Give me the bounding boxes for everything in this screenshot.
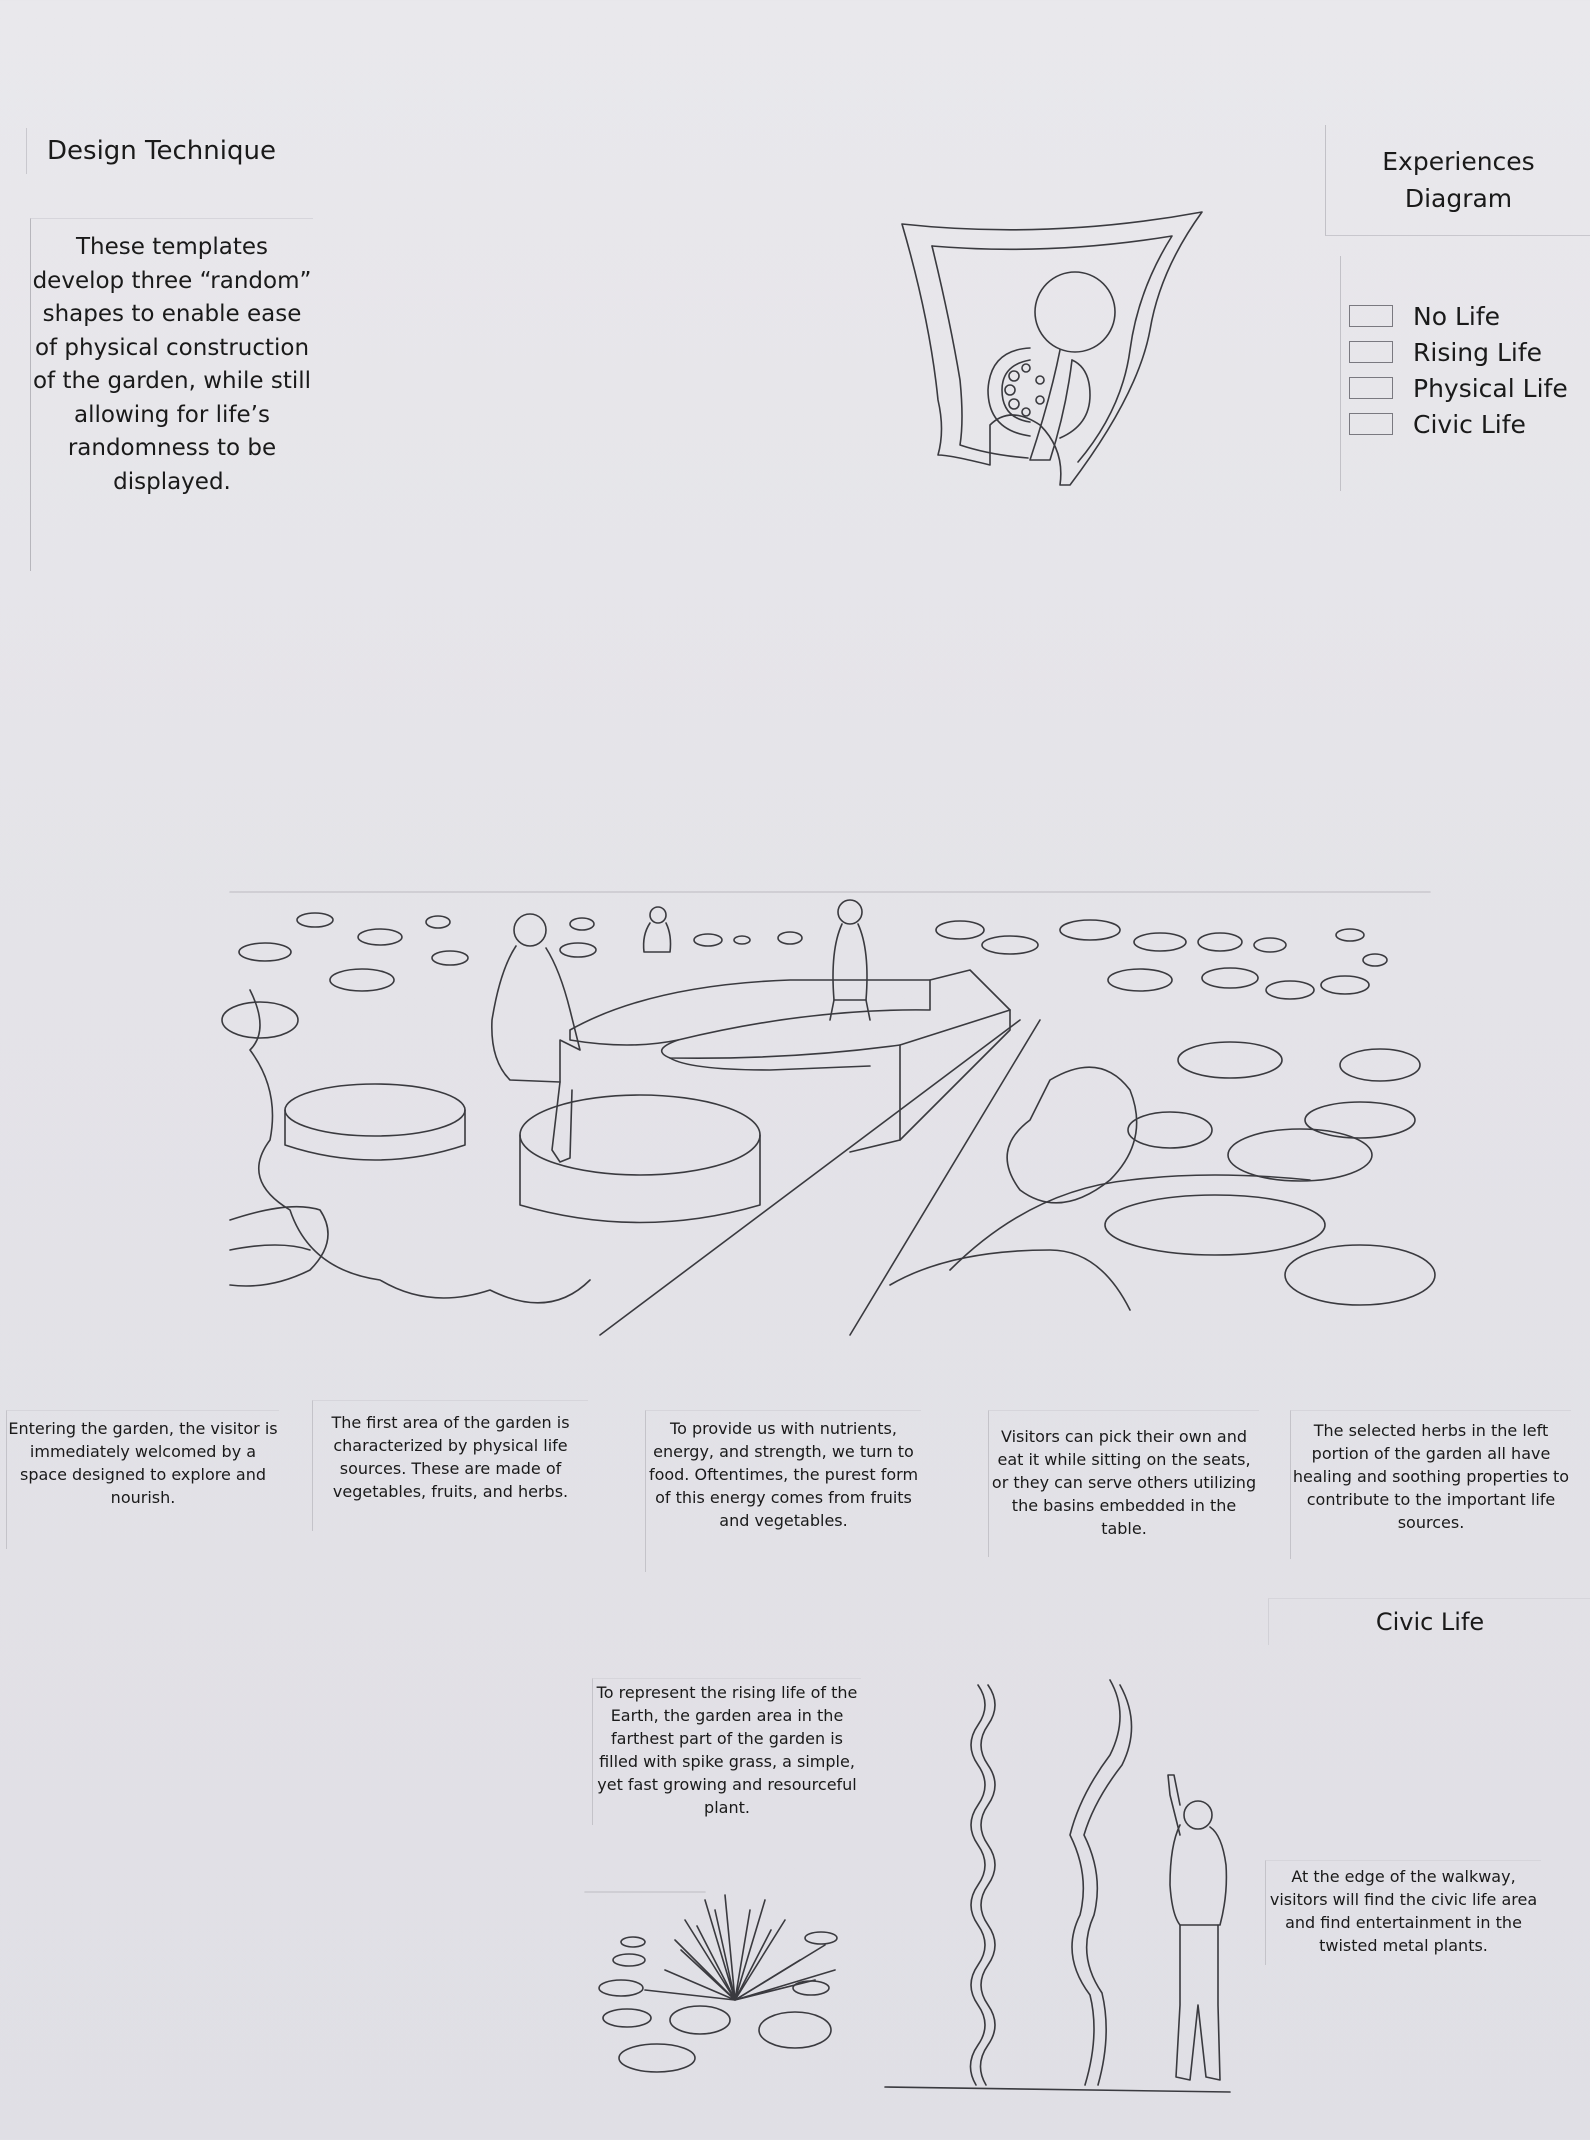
- legend-label: Rising Life: [1413, 337, 1543, 367]
- caption-herbs: [1290, 1410, 1571, 1559]
- legend-label: Civic Life: [1413, 409, 1526, 439]
- legend-item-rising-life: [1341, 334, 1542, 370]
- experiences-diagram-title-text: Experiences Diagram: [1382, 147, 1535, 213]
- design-technique-text: These templates develop three “random” shapes to enable ease of physical construction of the garden, while still allowing for life’s randomness to be displayed.: [30, 218, 313, 571]
- caption-entering: [6, 1410, 279, 1549]
- legend-swatch: [1349, 341, 1393, 363]
- legend-item-physical-life: [1341, 370, 1568, 406]
- caption-first-area: [312, 1400, 588, 1531]
- caption-nutrients-text: To provide us with nutrients, energy, and strength, we turn to food. Oftentimes, the purest form of this energy comes from fruits and vegetables.: [648, 1419, 919, 1530]
- spike-grass-sketch: [585, 1890, 845, 2090]
- caption-entering-text: Entering the garden, the visitor is immediately welcomed by a space designed to explore and nourish.: [8, 1419, 278, 1507]
- civic-life-title: Civic Life: [1268, 1598, 1590, 1645]
- legend-label: No Life: [1413, 301, 1500, 331]
- garden-perspective-sketch: [230, 890, 1430, 1350]
- experiences-legend: [1340, 256, 1590, 491]
- caption-first-area-text: The first area of the garden is characterized by physical life sources. These are made of vegetables, fruits, and herbs.: [331, 1413, 570, 1501]
- legend-label: Physical Life: [1413, 373, 1568, 403]
- civic-life-caption: [1265, 1860, 1541, 1965]
- twisted-metal-plants-sketch: [880, 1675, 1240, 2095]
- caption-herbs-text: The selected herbs in the left portion of the garden all have healing and soothing properties to contribute to the important life sources.: [1292, 1421, 1570, 1532]
- legend-item-no-life: [1341, 298, 1500, 334]
- template-shape-diagram: [890, 200, 1220, 500]
- legend-swatch: [1349, 413, 1393, 435]
- rising-life-caption: [592, 1678, 861, 1825]
- design-technique-title: Design Technique: [26, 128, 317, 174]
- caption-visitors: [988, 1410, 1259, 1557]
- legend-item-civic-life: [1341, 406, 1526, 442]
- caption-nutrients: [645, 1410, 921, 1572]
- rising-life-caption-text: To represent the rising life of the Earth, the garden area in the farthest part of the garden is filled with spike grass, a simple, yet fast growing and resourceful plant.: [596, 1683, 858, 1817]
- legend-swatch: [1349, 377, 1393, 399]
- legend-swatch: [1349, 305, 1393, 327]
- experiences-diagram-title: [1325, 125, 1590, 236]
- caption-visitors-text: Visitors can pick their own and eat it while sitting on the seats, or they can serve others utilizing the basins embedded in the table.: [991, 1427, 1257, 1538]
- civic-life-caption-text: At the edge of the walkway, visitors will find the civic life area and find entertainment in the twisted metal plants.: [1269, 1867, 1538, 1955]
